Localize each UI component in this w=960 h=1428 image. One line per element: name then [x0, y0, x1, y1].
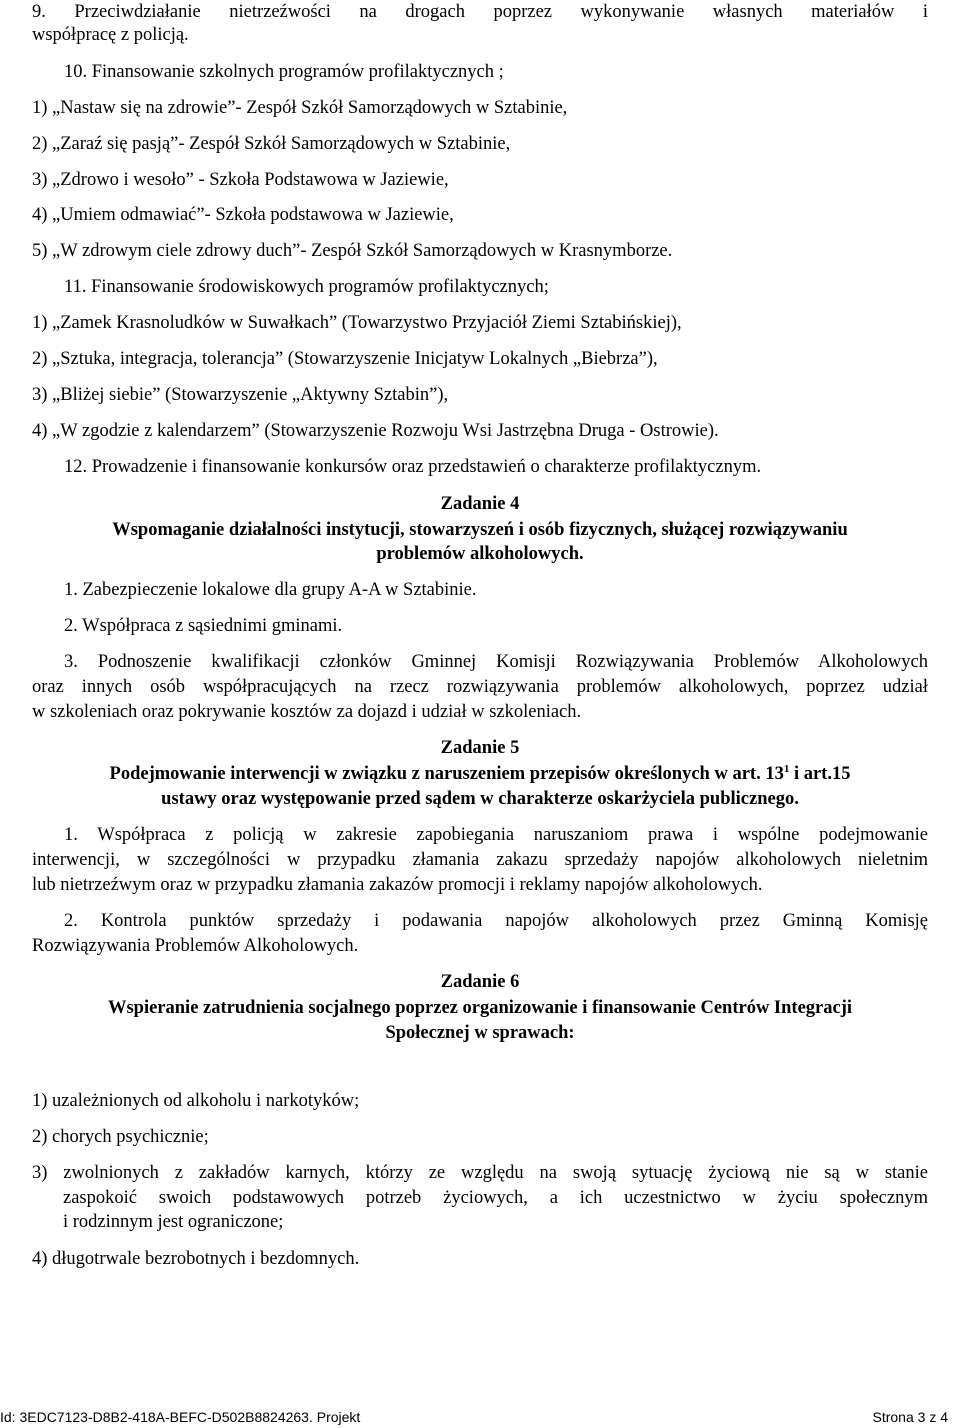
task-6-title-line-1: Wspieranie zatrudnienia socjalnego poprzez organizowanie i finansowanie Centrów Integracji: [107, 998, 853, 1018]
item-11-3: 3) „Bliżej siebie” (Stowarzyszenie „Aktywny Sztabin”),: [32, 385, 449, 405]
item-12: 12. Prowadzenie i finansowanie konkursów oraz przedstawień o charakterze profilaktycznym.: [64, 457, 762, 477]
task-6-heading: Zadanie 6: [440, 972, 520, 992]
task-4-point-2: 2. Współpraca z sąsiednimi gminami.: [64, 616, 343, 636]
task-4-point-3-line-3: w szkoleniach oraz pokrywanie kosztów za dojazd i udział w szkoleniach.: [32, 702, 582, 722]
item-11-2: 2) „Sztuka, integracja, tolerancja” (Stowarzyszenie Inicjatyw Lokalnych „Biebrza”),: [32, 349, 658, 369]
item-11: 11. Finansowanie środowiskowych programów profilaktycznych;: [64, 277, 549, 297]
item-11-4: 4) „W zgodzie z kalendarzem” (Stowarzyszenie Rozwoju Wsi Jastrzębna Druga - Ostrowie).: [32, 421, 719, 441]
task-4-point-1: 1. Zabezpieczenie lokalowe dla grupy A-A w Sztabinie.: [64, 580, 477, 600]
item-10: 10. Finansowanie szkolnych programów profilaktycznych ;: [64, 62, 504, 82]
item-10-2: 2) „Zaraź się pasją”- Zespół Szkół Samorządowych w Sztabinie,: [32, 134, 511, 154]
task-5-point-1-line-2: interwencji, w szczególności w przypadku złamania zakazu sprzedaży napojów alkoholowych nieletnim: [32, 850, 928, 870]
task-6-item-1: 1) uzależnionych od alkoholu i narkotyków;: [32, 1091, 360, 1111]
task-4-point-3-line-2: oraz innych osób współpracujących na rzecz rozwiązywania problemów alkoholowych, poprzez udział: [32, 677, 928, 697]
task-5-point-2-line-1: 2. Kontrola punktów sprzedaży i podawania napojów alkoholowych przez Gminną Komisję: [64, 911, 928, 931]
task-4-title-line-1: Wspomaganie działalności instytucji, stowarzyszeń i osób fizycznych, służącej rozwiązywaniu: [112, 520, 848, 540]
task-6-item-3-line-3: i rodzinnym jest ograniczone;: [63, 1212, 284, 1232]
footer-document-id: Id: 3EDC7123-D8B2-418A-BEFC-D502B8824263. Projekt: [0, 1409, 361, 1425]
task-5-heading: Zadanie 5: [440, 738, 520, 758]
task-6-item-3-line-2: zaspokoić swoich podstawowych potrzeb życiowych, a ich uczestnictwo w życiu społecznym: [63, 1188, 928, 1208]
item-10-5: 5) „W zdrowym ciele zdrowy duch”- Zespół Szkół Samorządowych w Krasnymborze.: [32, 241, 673, 261]
item-10-4: 4) „Umiem odmawiać”- Szkoła podstawowa w Jaziewie,: [32, 205, 454, 225]
item-10-1: 1) „Nastaw się na zdrowie”- Zespół Szkół Samorządowych w Sztabinie,: [32, 98, 568, 118]
item-10-3: 3) „Zdrowo i wesoło” - Szkoła Podstawowa w Jaziewie,: [32, 170, 449, 190]
item-11-1: 1) „Zamek Krasnoludków w Suwałkach” (Towarzystwo Przyjaciół Ziemi Sztabińskiej),: [32, 313, 682, 333]
task-5-title-line-1: Podejmowanie interwencji w związku z naruszeniem przepisów określonych w art. $13^1$ i art.15: [109, 762, 851, 784]
task-5-point-1-line-1: 1. Współpraca z policją w zakresie zapobiegania naruszaniom prawa i wspólne podejmowanie: [64, 825, 928, 845]
task-5-title-line-2: ustawy oraz występowanie przed sądem w charakterze oskarżyciela publicznego.: [161, 789, 799, 809]
task-4-title-line-2: problemów alkoholowych.: [376, 544, 584, 564]
task-6-item-2: 2) chorych psychicznie;: [32, 1127, 209, 1147]
task-4-point-3-line-1: 3. Podnoszenie kwalifikacji członków Gminnej Komisji Rozwiązywania Problemów Alkoholowych: [64, 652, 928, 672]
task-6-item-3-line-1: 3) zwolnionych z zakładów karnych, którzy ze względu na swoją sytuację życiową nie są w stanie: [32, 1163, 928, 1183]
task-4-heading: Zadanie 4: [440, 494, 520, 514]
task-6-item-4: 4) długotrwale bezrobotnych i bezdomnych.: [32, 1249, 360, 1269]
task-6-title-line-2: Społecznej w sprawach:: [385, 1023, 575, 1043]
task-5-point-1-line-3: lub nietrzeźwym oraz w przypadku złamania zakazów promocji i reklamy napojów alkoholowych.: [32, 875, 763, 895]
item-9-line-1: 9. Przeciwdziałanie nietrzeźwości na drogach poprzez wykonywanie własnych materiałów i: [32, 2, 928, 22]
task-5-point-2-line-2: Rozwiązywania Problemów Alkoholowych.: [32, 936, 359, 956]
item-9-line-2: współpracę z policją.: [32, 25, 189, 45]
footer-page-number: Strona 3 z 4: [872, 1409, 948, 1425]
